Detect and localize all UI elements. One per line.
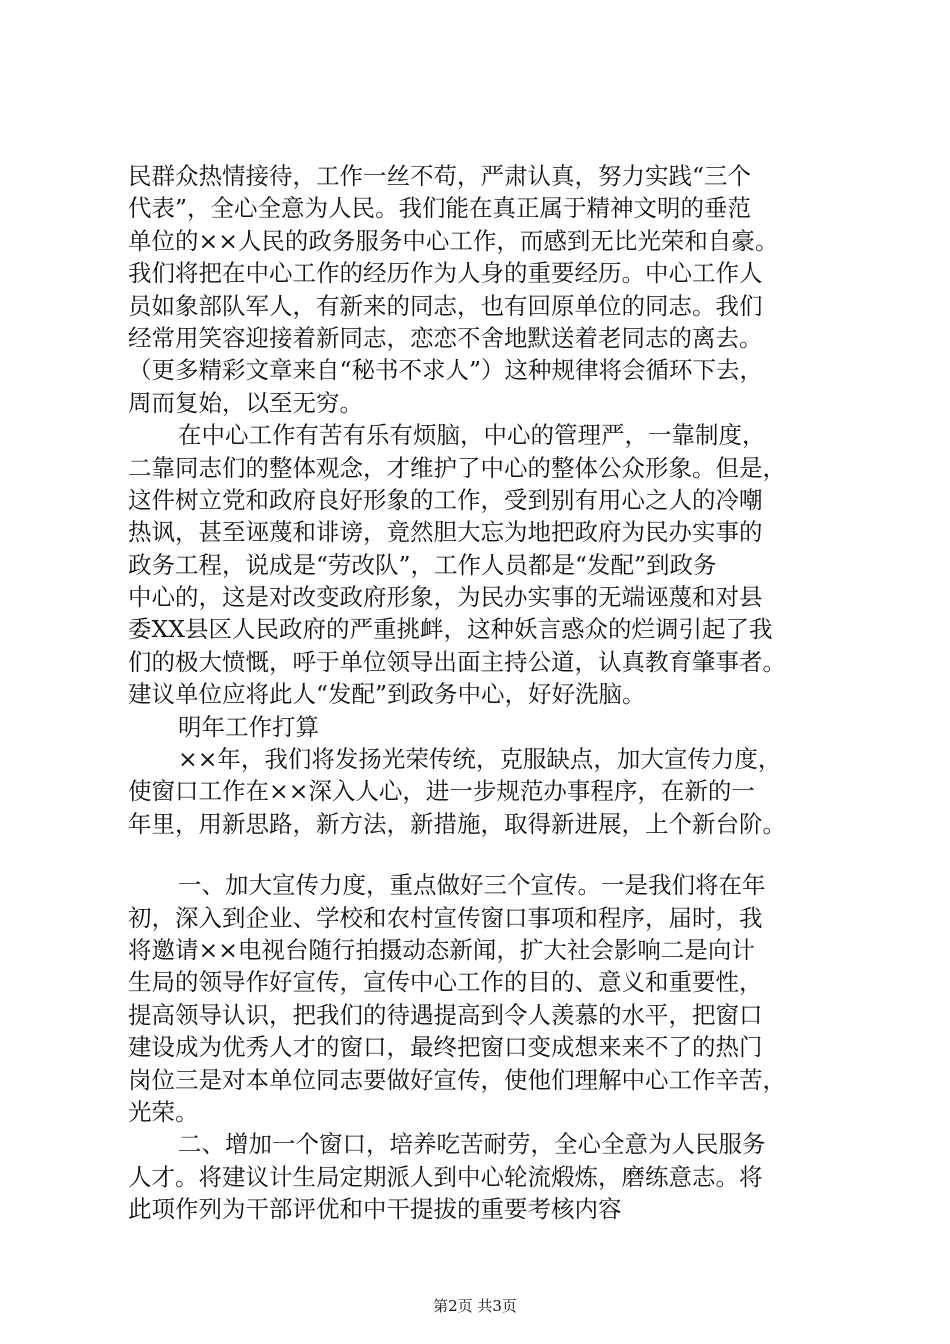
text-line: 们的极大愤慨，呼于单位领导出面主持公道，认真教育肇事者。 (128, 647, 786, 676)
text-line: 这件树立党和政府良好形象的工作，受到别有用心之人的冷嘲 (128, 485, 763, 514)
text-line: 提高领导认识，把我们的待遇提高到令人羡慕的水平，把窗口 (128, 1000, 763, 1029)
paragraph-2 (128, 419, 848, 711)
text-line: 初，深入到企业、学校和农村宣传窗口事项和程序，届时，我 (128, 903, 763, 932)
paragraph-4 (128, 869, 848, 1128)
text-line: 将邀请××电视台随行拍摄动态新闻，扩大社会影响二是向计 (128, 935, 755, 964)
text-line: 二、增加一个窗口，培养吃苦耐劳，全心全意为人民服务 (178, 1130, 766, 1159)
document-body (128, 160, 848, 1226)
text-line: （更多精彩文章来自“秘书不求人”）这种规律将会循环下去， (128, 356, 764, 385)
text-line: 热讽，甚至诬蔑和诽谤，竟然胆大忘为地把政府为民办实事的 (128, 518, 763, 547)
paragraph-spacer (128, 840, 848, 869)
text-line: 员如象部队军人，有新来的同志，也有回原单位的同志。我们 (128, 291, 763, 320)
text-line: 生局的领导作好宣传，宣传中心工作的目的、意义和重要性， (128, 968, 763, 997)
text-line: 在中心工作有苦有乐有烦脑，中心的管理严，一靠制度， (178, 421, 766, 450)
section-heading: 明年工作打算 (178, 712, 319, 741)
text-line: 中心的，这是对改变政府形象，为民办实事的无端诬蔑和对县 (128, 583, 763, 612)
text-line: 年里，用新思路，新方法，新措施，取得新进展，上个新台阶。 (128, 809, 786, 838)
text-line: 岗位三是对本单位同志要做好宣传，使他们理解中心工作辛苦， (128, 1065, 786, 1094)
text-line: 民群众热情接待，工作一丝不苟，严肃认真，努力实践“三个 (128, 162, 752, 190)
text-line: 人才。将建议计生局定期派人到中心轮流煅炼，磨练意志。将 (128, 1162, 763, 1191)
text-line: 代表”，全心全意为人民。我们能在真正属于精神文明的垂范 (128, 194, 752, 223)
page-footer (0, 1296, 950, 1316)
text-line: 政务工程，说成是“劳改队”，工作人员都是“发配”到政务 (128, 550, 717, 579)
text-line: 一、加大宣传力度，重点做好三个宣传。一是我们将在年 (178, 871, 766, 900)
page-number: 第2页 共3页 (433, 1297, 517, 1315)
text-line: 二靠同志们的整体观念，才维护了中心的整体公众形象。但是， (128, 453, 786, 482)
text-line: 建设成为优秀人才的窗口，最终把窗口变成想来来不了的热门 (128, 1033, 763, 1062)
text-line: 光荣。 (128, 1097, 199, 1126)
text-line: 使窗口工作在××深入人心，进一步规范办事程序，在新的一 (128, 777, 755, 806)
text-line: 周而复始，以至无穷。 (128, 388, 363, 417)
text-line: ××年，我们将发扬光荣传统，克服缺点，加大宣传力度， (178, 745, 782, 774)
text-line: 此项作列为干部评优和中干提拔的重要考核内容 (128, 1195, 622, 1224)
text-line: 委XX县区人民政府的严重挑衅，这种妖言惑众的烂调引起了我 (128, 615, 773, 644)
text-line: 单位的××人民的政务服务中心工作，而感到无比光荣和自豪。 (128, 226, 779, 255)
paragraph-5 (128, 1128, 848, 1225)
text-line: 建议单位应将此人“发配”到政务中心，好好洗脑。 (128, 680, 646, 709)
text-line: 我们将把在中心工作的经历作为人身的重要经历。中心工作人 (128, 259, 763, 288)
paragraph-3 (128, 743, 848, 840)
paragraph-1 (128, 160, 848, 419)
text-line: 经常用笑容迎接着新同志，恋恋不舍地默送着老同志的离去。 (128, 323, 763, 352)
